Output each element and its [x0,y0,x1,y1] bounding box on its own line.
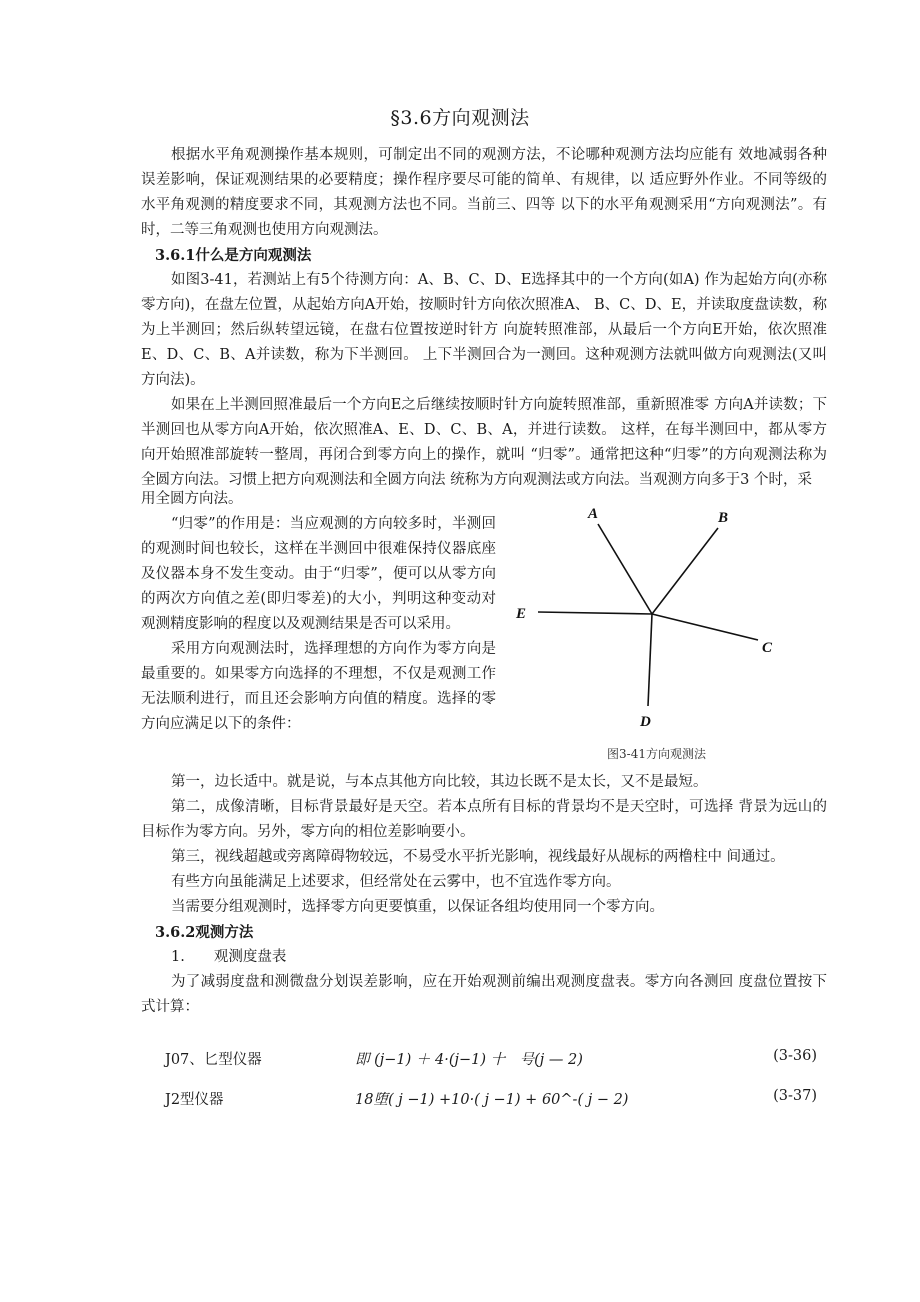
paragraph-definition: 如图3-41，若测站上有5个待测方向：A、B、C、D、E选择其中的一个方向(如A) 作为起始方向(亦称零方向)，在盘左位置，从起始方向A开始，按顺时针方向依次照准A、 B、C、D、E，并读取度盘读数，称为上半测回；然后纵转望远镜，在盘右位置按逆时针方 向旋转照准部，从最后一个方向E开始，依次照准E、D、C、B、A并读数，称为下半测回。 上下半测回合为一测回。这种观测方法就叫做方向观测法(又叫方向法)。 [141,272,827,388]
label-a: A [588,506,599,522]
label-d: D [640,714,651,730]
ray-a [598,524,652,614]
text-block-left-column [141,487,496,737]
formula-1-expression: 即 (j−1) ＋ 4·(j−1) 十 号(j — 2) [355,1052,583,1068]
formula-row-2 [141,1088,827,1116]
paragraph-zero-direction: 采用方向观测法时，选择理想的方向作为零方向是最重要的。如果零方向选择的不理想，不仅是观测工作无法顺利进行，而且还会影响方向值的精度。选择的零方向应满足以下的条件： [141,641,496,732]
intro-paragraph: 根据水平角观测操作基本规则，可制定出不同的观测方法，不论哪种观测方法均应能有 效地减弱各种误差影响，保证观测结果的必要精度；操作程序要尽可能的简单、有规律，以 适应野外作业。不同等级的水平角观测的精度要求不同，其观测方法也不同。当前三、四等 以下的水平角观测采用“方向观测法”。有时，二等三角观测也使用方向观测法。 [141,147,827,238]
paragraph-zeroing-purpose: “归零”的作用是：当应观测的方向较多时，半测回的观测时间也较长，这样在半测回中很难保持仪器底座及仪器本身不发生变动。由于“归零”，便可以从零方向的两次方向值之差(即归零差)的大小，判明这种变动对观测精度影响的程度以及观测结果是否可以采用。 [141,516,496,632]
ray-b [652,528,718,614]
direction-diagram-svg [510,500,790,770]
label-b: B [718,510,729,526]
formula-2-number: (3-37) [773,1088,817,1104]
page-title: §3.6方向观测法 [390,107,530,129]
text-block-bottom [141,770,827,1020]
label-e: E [516,606,527,622]
ray-e [538,612,652,614]
paragraph-zeroing-end: 用全圆方向法。 [141,491,243,507]
condition-1: 第一，边长适中。就是说，与本点其他方向比较，其边长既不是太长，又不是最短。 [171,774,708,790]
formula-2-expression: 18堕( j −1) +10·( j −1) + 60^-( j − 2) [355,1092,629,1108]
condition-2: 第二，成像清晰，目标背景最好是天空。若本点所有目标的背景均不是天空时，可选择 背景为远山的目标作为零方向。另外，零方向的相位差影响要小。 [141,799,827,840]
paragraph-zeroing: 如果在上半测回照准最后一个方向E之后继续按顺时针方向旋转照准部，重新照准零 方向A并读数；下半测回也从零方向A开始，依次照准A、E、D、C、B、A，并进行读数。 这样，在每半测回中，都从零方向开始照准部旋转一整周，再闭合到零方向上的操作，就叫 “归零”。通常把这种“归零”的方向观测法称为 全圆方向法。习惯上把方向观测法和全圆方向法 统称为方向观测法或方向法。当观测方向多于3 个时，采 [141,397,827,488]
list-item-1: 1. 观测度盘表 [171,949,287,965]
label-c: C [762,640,773,656]
section-heading-1: 3.6.1什么是方向观测法 [155,247,312,264]
ray-d [648,614,652,706]
formula-row-1 [141,1048,827,1076]
direction-diagram [510,500,790,770]
formula-1-label: J07、匕型仪器 [165,1052,262,1068]
section-heading-2: 3.6.2观测方法 [155,924,254,941]
formula-2-label: J2型仪器 [165,1092,224,1108]
condition-note-2: 当需要分组观测时，选择零方向更要慎重，以保证各组均使用同一个零方向。 [171,899,664,915]
figure-caption: 图3-41方向观测法 [607,747,706,761]
ray-c [652,614,758,640]
condition-3: 第三，视线超越或旁离障碍物较远，不易受水平折光影响，视线最好从觇标的两橹柱中 间通过。 [171,849,785,865]
paragraph-dial-table: 为了减弱度盘和测微盘分划误差影响，应在开始观测前编出观测度盘表。零方向各测回 度盘位置按下式计算： [141,974,827,1015]
formula-1-number: (3-36) [773,1048,817,1064]
condition-note-1: 有些方向虽能满足上述要求，但经常处在云雾中，也不宜选作零方向。 [171,874,621,890]
text-block-top [141,143,827,493]
